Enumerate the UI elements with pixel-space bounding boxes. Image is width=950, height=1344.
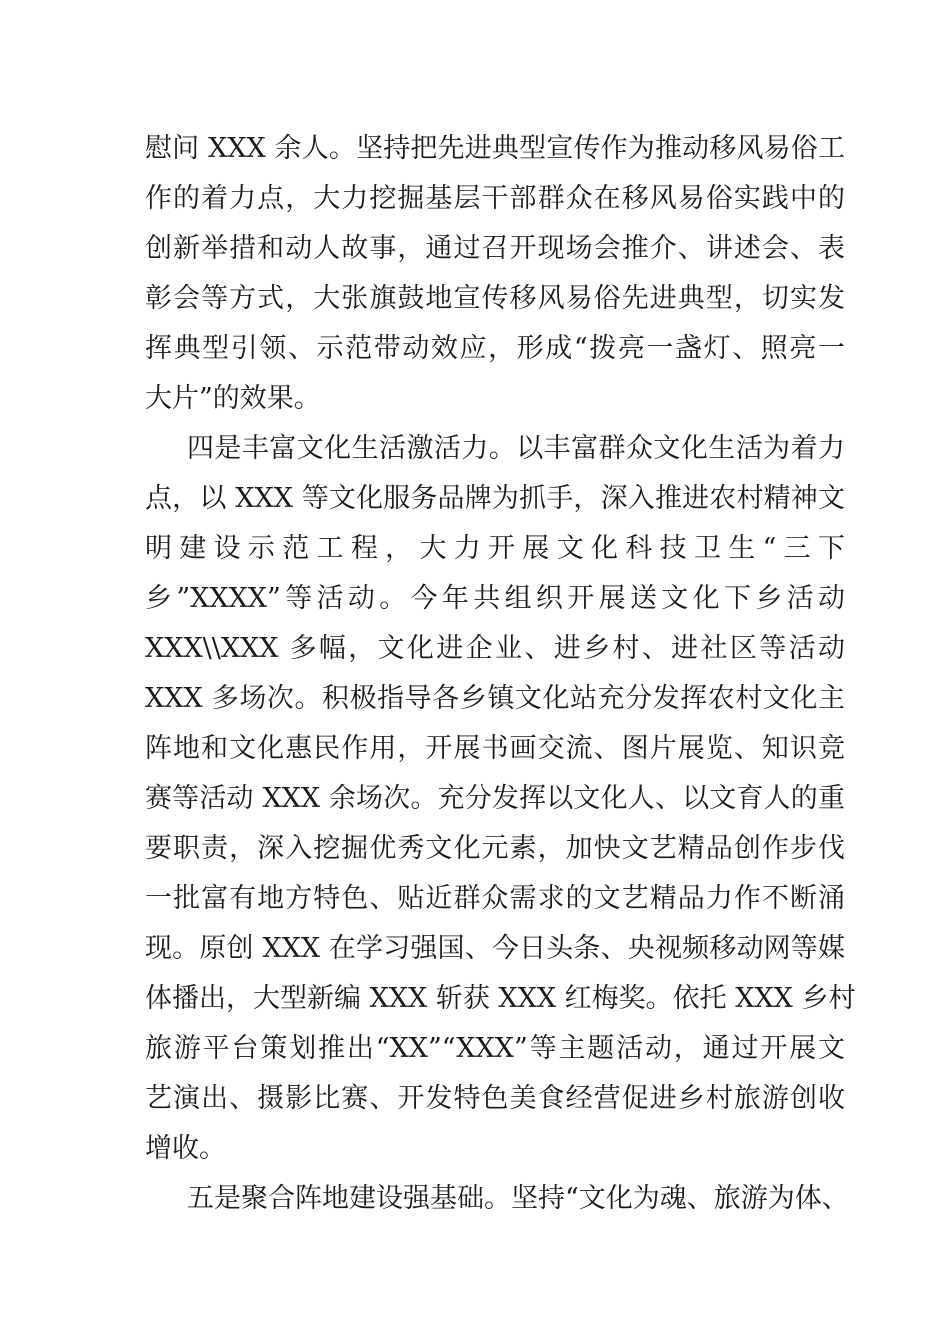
text-line: 挥典型引领、示范带动效应，形成“拨亮一盏灯、照亮一 — [145, 333, 845, 364]
text-line: 旅游平台策划推出“XX”“XXX”等主题活动，通过开展文 — [145, 1033, 845, 1064]
text-line: 赛等活动 XXX 余场次。充分发挥以文化人、以文育人的重 — [145, 783, 845, 814]
text-line: 慰问 XXX 余人。坚持把先进典型宣传作为推动移风易俗工 — [145, 133, 845, 164]
text-line: 明建设示范工程，大力开展文化科技卫生“三下 — [145, 533, 845, 564]
paragraph-start-line: 五是聚合阵地建设强基础。坚持“文化为魂、旅游为体、 — [187, 1183, 849, 1214]
text-line: XXX 多场次。积极指导各乡镇文化站充分发挥农村文化主 — [145, 683, 845, 714]
text-line: 创新举措和动人故事，通过召开现场会推介、讲述会、表 — [145, 233, 845, 264]
paragraph-start-line: 四是丰富文化生活激活力。以丰富群众文化生活为着力 — [187, 433, 845, 464]
text-line: 增收。 — [145, 1133, 226, 1164]
text-line: XXX\\XXX 多幅，文化进企业、进乡村、进社区等活动 — [145, 633, 845, 664]
text-line: 作的着力点，大力挖掘基层干部群众在移风易俗实践中的 — [145, 183, 845, 214]
text-line: 乡”XXXX”等活动。今年共组织开展送文化下乡活动 — [145, 583, 845, 614]
text-line: 要职责，深入挖掘优秀文化元素，加快文艺精品创作步伐 — [145, 833, 845, 864]
text-line: 艺演出、摄影比赛、开发特色美食经营促进乡村旅游创收 — [145, 1083, 845, 1114]
text-line: 彰会等方式，大张旗鼓地宣传移风易俗先进典型，切实发 — [145, 283, 845, 314]
text-line: 现。原创 XXX 在学习强国、今日头条、央视频移动网等媒 — [145, 933, 845, 964]
text-line: 一批富有地方特色、贴近群众需求的文艺精品力作不断涌 — [145, 883, 845, 914]
text-line: 点，以 XXX 等文化服务品牌为抓手，深入推进农村精神文 — [145, 483, 845, 514]
text-line: 阵地和文化惠民作用，开展书画交流、图片展览、知识竞 — [145, 733, 845, 764]
text-line: 体播出，大型新编 XXX 斩获 XXX 红梅奖。依托 XXX 乡村 — [145, 983, 856, 1014]
text-line: 大片”的效果。 — [145, 383, 321, 414]
